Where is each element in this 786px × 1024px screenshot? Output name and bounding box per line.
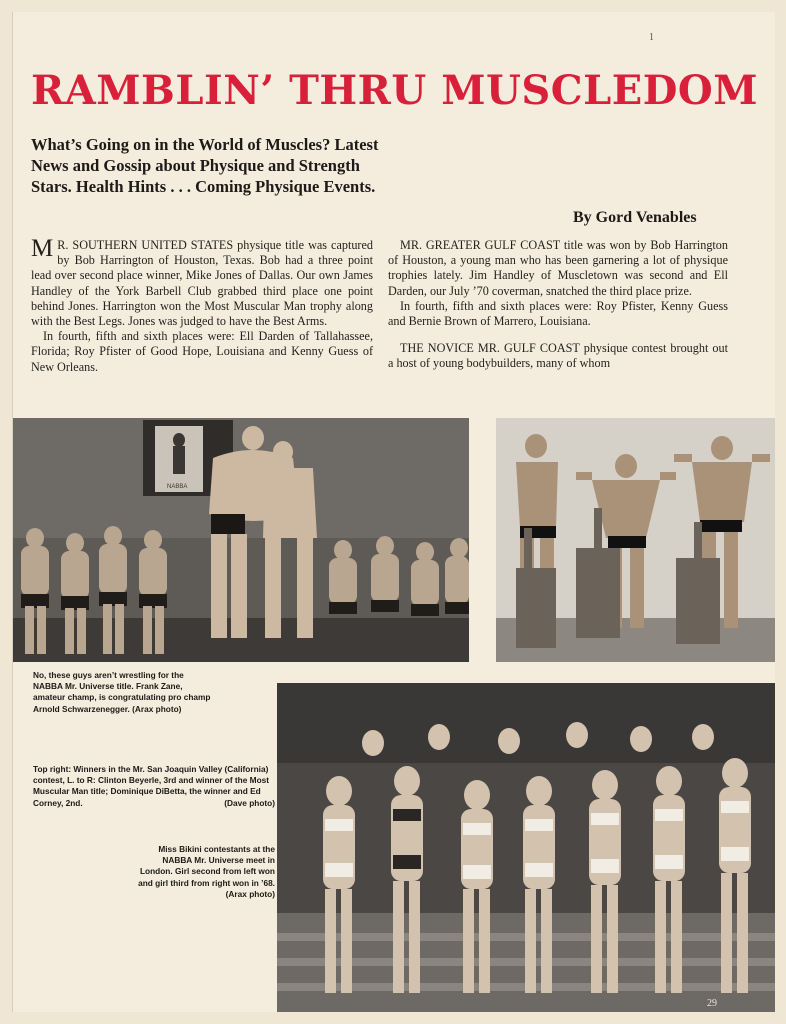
page-number: 29 xyxy=(707,998,717,1009)
paragraph: In fourth, fifth and sixth places were: Roy Pfister, Kenny Guess and Bernie Brown of Marrero, Louisiana. xyxy=(388,298,728,329)
article-column-2 xyxy=(388,238,728,372)
paragraph xyxy=(31,235,373,329)
paragraph: MR. GREATER GULF COAST title was won by Bob Harrington of Houston, a young man who has been garnering a lot of physique trophies lately. Jim Handley of Muscletown was second and Ell Darden, our July ’70 coverman, snatched the third place prize. xyxy=(388,238,728,298)
byline: By Gord Venables xyxy=(573,209,697,226)
caption-wrestling-photo: No, these guys aren’t wrestling for the NABBA Mr. Universe title. Frank Zane, amateur champ, is congratulating pro champ Arnold Schwarzenegger. (Arax photo) xyxy=(33,670,211,714)
paragraph: THE NOVICE MR. GULF COAST physique contest brought out a host of young bodybuilders, many of whom xyxy=(388,341,728,371)
caption-text: Top right: Winners in the Mr. San Joaquin Valley (California) contest, L. to R: Clinton Beyerle, 3rd and winner of the Most Muscular Man title; Dominique DiBetta, the winner and Ed Corney, 2nd. xyxy=(33,764,270,808)
drop-cap: M xyxy=(31,235,54,262)
photo-san-joaquin-winners xyxy=(496,418,775,662)
headline: RAMBLIN’ THRU MUSCLEDOM xyxy=(31,67,759,114)
banner-text: NABBA xyxy=(167,484,188,490)
paragraph: In fourth, fifth and sixth places were: Ell Darden of Tallahassee, Florida; Roy Pfister of Good Hope, Louisiana and Kenny Guess of New Orleans. xyxy=(31,329,373,374)
magazine-page xyxy=(12,12,775,1012)
corner-mark: 1 xyxy=(649,32,654,43)
photo-credit: (Dave photo) xyxy=(224,797,275,808)
deck: What’s Going on in the World of Muscles? Latest News and Gossip about Physique and Strength Stars. Health Hints . . . Coming Physique Events. xyxy=(31,135,379,196)
photo-miss-bikini-contestants xyxy=(277,683,775,1012)
caption-winners-photo xyxy=(33,764,275,809)
photo-nabba-universe-stage xyxy=(13,418,469,662)
caption-bikini-photo: Miss Bikini contestants at the NABBA Mr. Universe meet in London. Girl second from left won and girl third from right won in ’68. (Arax photo) xyxy=(138,844,275,899)
paragraph-text: R. SOUTHERN UNITED STATES physique title was captured by Bob Harrington of Houston, Texas. Bob had a three point lead over second place winner, Mike Jones of Dallas. Our own James Handley of the York Barbell Club grabbed third place one point behind Jones. Harrington won the Most Muscular Man trophy along with the Best Legs. Jones was judged to have the Best Arms. xyxy=(31,238,373,329)
article-column-1 xyxy=(31,235,373,375)
